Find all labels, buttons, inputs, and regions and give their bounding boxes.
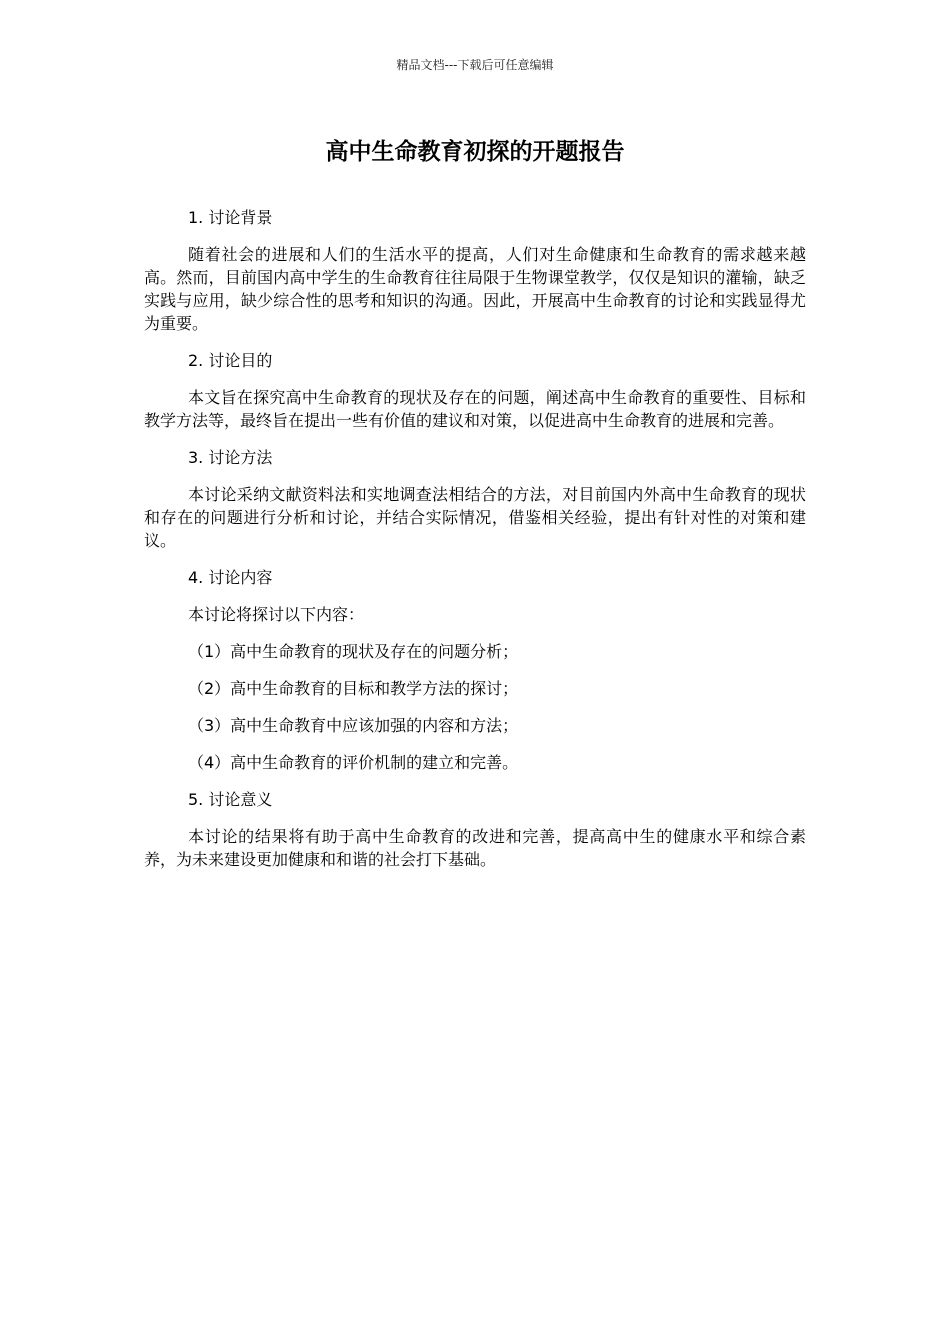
section-heading-purpose: 2. 讨论目的 xyxy=(188,351,273,370)
list-item: （2）高中生命教育的目标和教学方法的探讨； xyxy=(188,679,519,698)
section-body-purpose: 本文旨在探究高中生命教育的现状及存在的问题，阐述高中生命教育的重要性、目标和教学方法等，最终旨在提出一些有价值的建议和对策，以促进高中生命教育的进展和完善。 xyxy=(144,388,806,430)
header-note: 精品文档---下载后可任意编辑 xyxy=(396,58,554,72)
list-item: （4）高中生命教育的评价机制的建立和完善。 xyxy=(188,753,519,772)
section-heading-significance: 5. 讨论意义 xyxy=(188,790,273,809)
list-item: （1）高中生命教育的现状及存在的问题分析； xyxy=(188,642,519,661)
section-heading-content: 4. 讨论内容 xyxy=(188,568,273,587)
section-body-background: 随着社会的进展和人们的生活水平的提高，人们对生命健康和生命教育的需求越来越高。然而，目前国内高中学生的生命教育往往局限于生物课堂教学，仅仅是知识的灌输，缺乏实践与应用，缺少综合性的思考和知识的沟通。因此，开展高中生命教育的讨论和实践显得尤为重要。 xyxy=(144,245,806,333)
section-heading-background: 1. 讨论背景 xyxy=(188,208,273,227)
section-heading-method: 3. 讨论方法 xyxy=(188,448,273,467)
list-item: （3）高中生命教育中应该加强的内容和方法； xyxy=(188,716,519,735)
document-body xyxy=(144,206,806,885)
document-title: 高中生命教育初探的开题报告 xyxy=(325,139,625,165)
section-lead-content: 本讨论将探讨以下内容： xyxy=(188,605,365,624)
section-body-significance: 本讨论的结果将有助于高中生命教育的改进和完善，提高高中生的健康水平和综合素养，为未来建设更加健康和和谐的社会打下基础。 xyxy=(144,827,806,869)
section-body-method: 本讨论采纳文献资料法和实地调查法相结合的方法，对目前国内外高中生命教育的现状和存在的问题进行分析和讨论，并结合实际情况，借鉴相关经验，提出有针对性的对策和建议。 xyxy=(144,485,806,550)
